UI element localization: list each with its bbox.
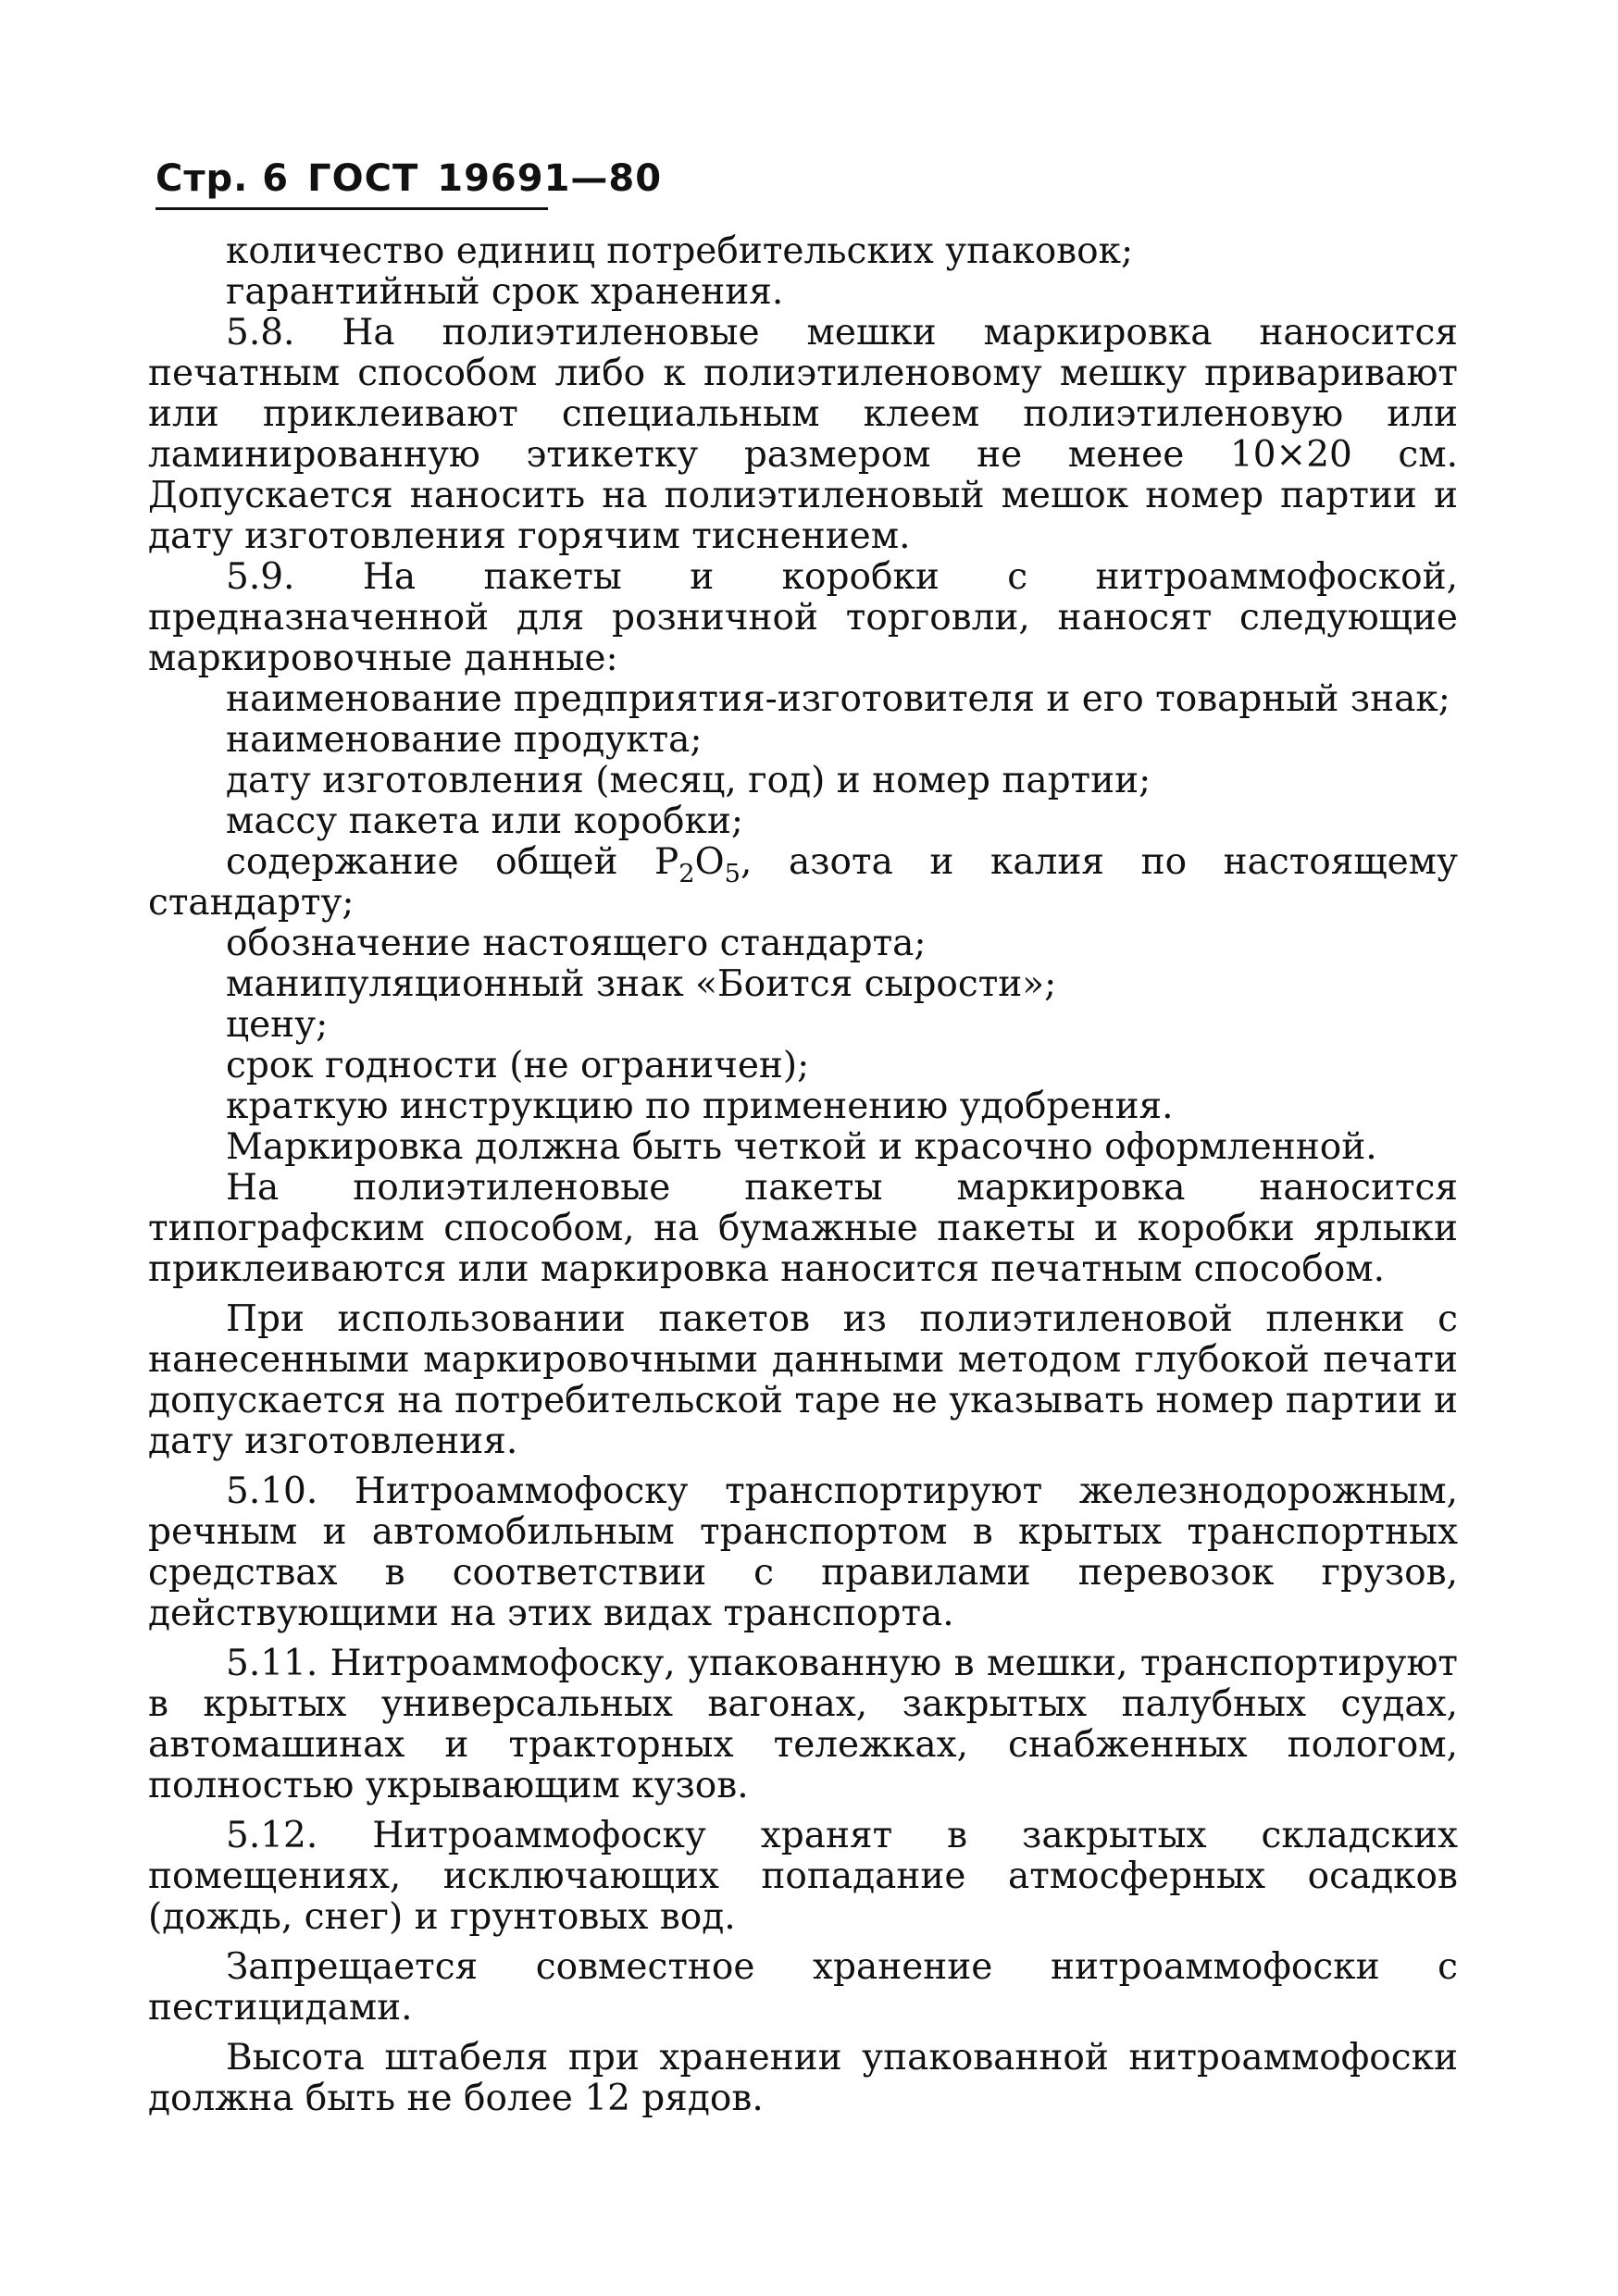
paragraph-stack-height: Высота штабеля при хранении упакованной нитроаммофоски должна быть не более 12 рядов. [148, 2037, 1458, 2119]
paragraph-polyethylene-film: При использовании пакетов из полиэтиленовой пленки с нанесенными маркировочными данными методом глубокой печати допускается на потребительской таре не указывать номер партии и дату изготовления. [148, 1298, 1458, 1462]
list-item-package-mass: массу пакета или коробки; [226, 800, 743, 842]
paragraph-marking-quality: Маркировка должна быть четкой и красочно оформленной. [226, 1126, 1377, 1168]
list-item-price: цену; [226, 1004, 329, 1046]
list-item-shelf-life: срок годности (не ограничен); [226, 1045, 810, 1086]
clause-5-11: 5.11. Нитроаммофоску, упакованную в мешки, транспортируют в крытых универсальных вагонах, закрытых палубных судах, автомашинах и тракторных тележках, снабженных пологом, полностью укрывающим кузов. [148, 1643, 1458, 1806]
paragraph-marking-method: На полиэтиленовые пакеты маркировка наносится типографским способом, на бумажные пакеты и коробки ярлыки приклеиваются или маркировка наносится печатным способом. [148, 1167, 1458, 1290]
list-item-manufacture-date: дату изготовления (месяц, год) и номер партии; [226, 760, 1151, 801]
list-item-warranty-period: гарантийный срок хранения. [226, 271, 784, 313]
clause-5-9: 5.9. На пакеты и коробки с нитроаммофоской, предназначенной для розничной торговли, наносят следующие маркировочные данные: [148, 556, 1458, 679]
clause-5-12: 5.12. Нитроаммофоску хранят в закрытых складских помещениях, исключающих попадание атмосферных осадков (дождь, снег) и грунтовых вод. [148, 1815, 1458, 1938]
list-item-instructions: краткую инструкцию по применению удобрения. [226, 1086, 1174, 1127]
list-item-manufacturer: наименование предприятия-изготовителя и его товарный знак; [226, 678, 1450, 720]
document-body [148, 231, 1458, 2119]
list-item-product-name: наименование продукта; [226, 719, 703, 761]
clause-5-8: 5.8. На полиэтиленовые мешки маркировка наносится печатным способом либо к полиэтиленовому мешку приваривают или приклеивают специальным клеем полиэтиленовую или ламинированную этикетку размером не менее 10×20 см. Допускается наносить на полиэтиленовый мешок номер партии и дату изготовления горячим тиснением. [148, 312, 1458, 557]
list-item-consumer-packages: количество единиц потребительских упаковок; [226, 230, 1134, 272]
header-rule [156, 207, 548, 210]
clause-5-10: 5.10. Нитроаммофоску транспортируют железнодорожным, речным и автомобильным транспортом в крытых транспортных средствах в соответствии с правилами перевозок грузов, действующими на этих видах транспорта. [148, 1471, 1458, 1634]
paragraph-storage-prohibition: Запрещается совместное хранение нитроаммофоски с пестицидами. [148, 1946, 1458, 2029]
standard-number: 19691—80 [437, 157, 663, 200]
list-item-nutrient-content: содержание общей $P_2O_5$, азота и калия по настоящему стандарту; [148, 841, 1458, 924]
standard-label: ГОСТ [307, 157, 419, 200]
list-item-handling-mark: манипуляционный знак «Боится сырости»; [226, 963, 1057, 1005]
page-header [156, 157, 662, 200]
page-number: Стр. 6 [156, 157, 290, 200]
list-item-standard-designation: обозначение настоящего стандарта; [226, 923, 927, 964]
